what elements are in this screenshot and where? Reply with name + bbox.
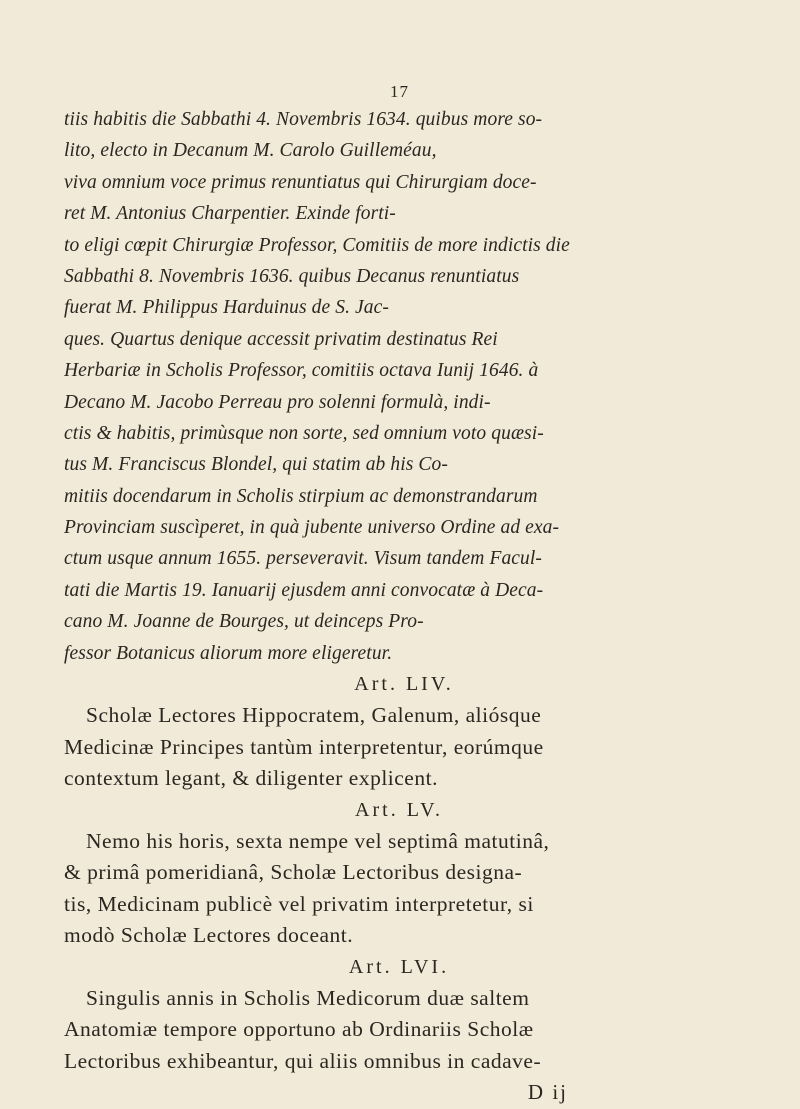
text-line: mitiis docendarum in Scholis stirpium ac demonstrandarum xyxy=(64,485,538,507)
text-line: viva omnium voce primus renuntiatus qui Chirurgiam doce- xyxy=(64,171,537,193)
text-line: Lectoribus exhibeantur, qui aliis omnibus in cadave- xyxy=(64,1048,542,1073)
signature-mark: D ij xyxy=(527,1080,568,1105)
text-line: cano M. Joanne de Bourges, ut deinceps Pro- xyxy=(64,611,424,633)
text-line: Nemo his horis, sexta nempe vel septimâ matutinâ, xyxy=(86,828,550,853)
text-line: Medicinæ Principes tantùm interpretentur, eorúmque xyxy=(64,734,544,759)
text-line: Herbariæ in Scholis Professor, comitiis octava Iunij 1646. à xyxy=(64,360,539,382)
text-line: Scholæ Lectores Hippocratem, Galenum, aliósque xyxy=(86,703,542,728)
text-line: Decano M. Jacobo Perreau pro solenni formulà, indi- xyxy=(64,391,491,413)
text-line: modò Scholæ Lectores doceant. xyxy=(64,923,354,948)
text-line: fuerat M. Philippus Harduinus de S. Jac- xyxy=(64,297,389,319)
article-heading: Art. LIV. xyxy=(354,673,454,696)
text-line: ret M. Antonius Charpentier. Exinde forti- xyxy=(64,203,396,225)
text-line: ctum usque annum 1655. perseveravit. Visum tandem Facul- xyxy=(64,548,543,570)
text-line: & primâ pomeridianâ, Scholæ Lectoribus designa- xyxy=(64,860,523,885)
text-line: to eligi cœpit Chirurgiæ Professor, Comitiis de more indictis die xyxy=(64,234,570,256)
text-line: Sabbathi 8. Novembris 1636. quibus Decanus renuntiatus xyxy=(64,265,520,287)
text-line: contextum legant, & diligenter explicent. xyxy=(64,766,438,791)
text-line: lito, electo in Decanum M. Carolo Guilleméau, xyxy=(64,140,437,162)
text-line: ques. Quartus denique accessit privatim destinatus Rei xyxy=(64,328,498,350)
text-block xyxy=(64,104,734,1109)
text-line: Anatomiæ tempore opportuno ab Ordinariis Scholæ xyxy=(64,1017,534,1042)
text-line: Singulis annis in Scholis Medicorum duæ saltem xyxy=(86,985,530,1010)
text-line: ctis & habitis, primùsque non sorte, sed omnium voto quæsi- xyxy=(64,422,544,444)
text-line: fessor Botanicus aliorum more eligeretur. xyxy=(64,642,393,664)
text-line: tiis habitis die Sabbathi 4. Novembris 1634. quibus more so- xyxy=(64,109,543,130)
text-line: Provinciam suscìperet, in quà jubente universo Ordine ad exa- xyxy=(64,517,560,539)
text-line: tati die Martis 19. Ianuarij ejusdem anni convocatæ à Deca- xyxy=(64,579,544,601)
page-number: 17 xyxy=(390,82,409,101)
text-line: tis, Medicinam publicè vel privatim interpretetur, si xyxy=(64,891,534,916)
article-heading: Art. LV. xyxy=(355,798,443,821)
text-line: tus M. Franciscus Blondel, qui statim ab his Co- xyxy=(64,454,448,476)
article-heading: Art. LVI. xyxy=(348,955,450,978)
